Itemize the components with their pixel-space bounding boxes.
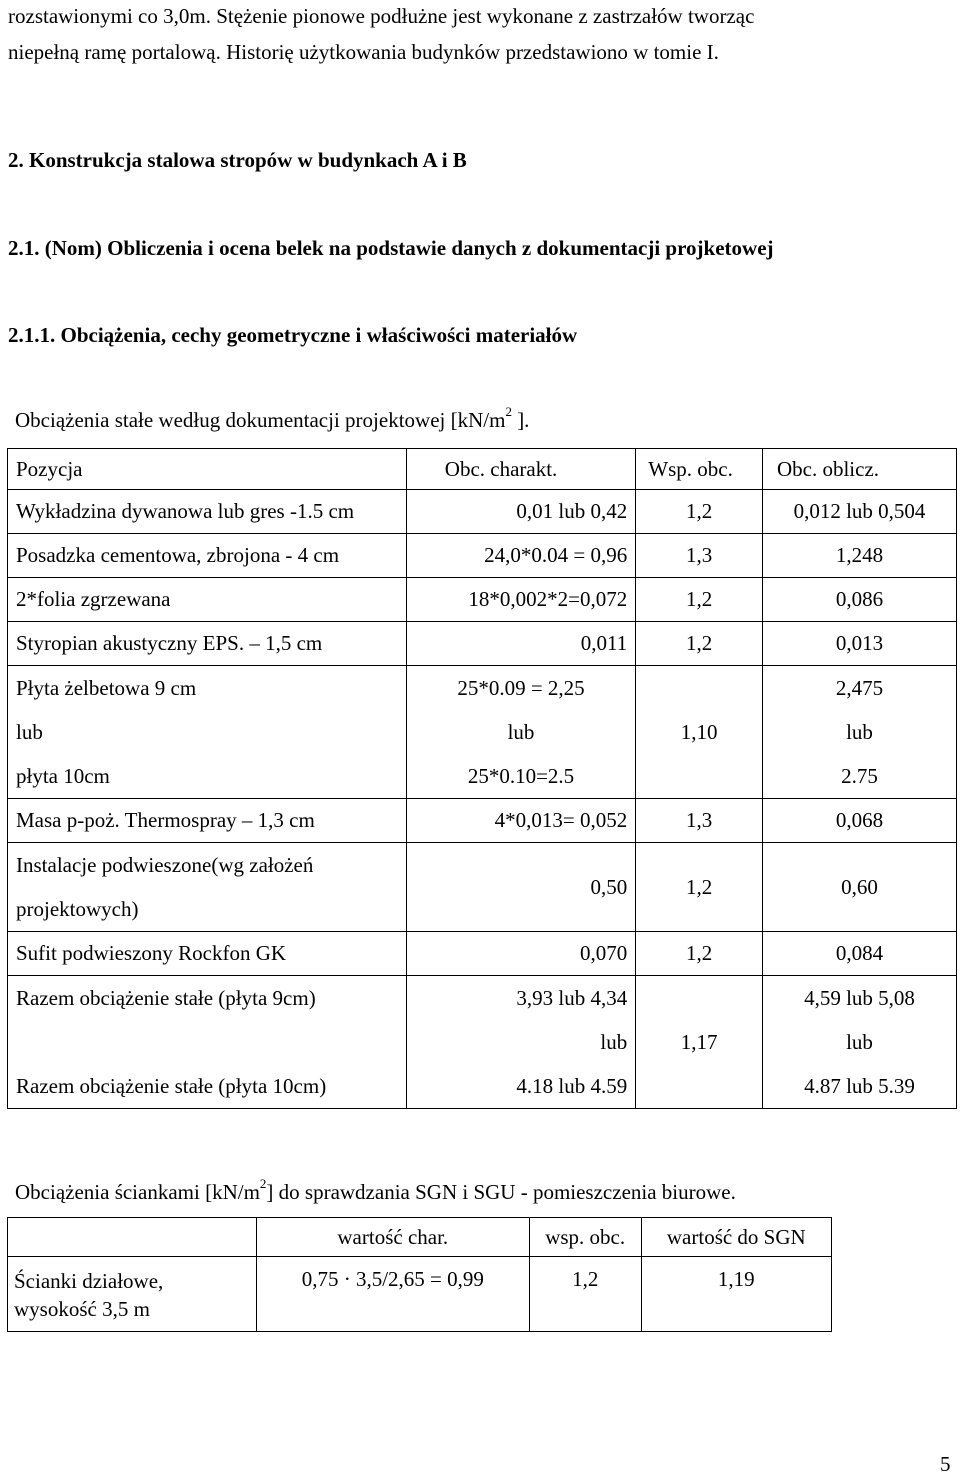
- table-cell: Styropian akustyczny EPS. – 1,5 cm: [8, 622, 407, 666]
- table-cell: 0,50: [406, 843, 635, 932]
- cell-line: lub: [507, 720, 535, 744]
- table-row: [8, 490, 957, 534]
- table-cell: 0,068: [762, 799, 956, 843]
- header-cell: Obc. charakt.: [406, 449, 635, 490]
- table-cell: 24,0*0.04 = 0,96: [406, 534, 635, 578]
- table-row: [8, 1257, 832, 1332]
- table-cell: 1,19: [641, 1257, 831, 1332]
- header-cell: wartość do SGN: [641, 1218, 831, 1257]
- table-cell: 0,012 lub 0,504: [762, 490, 956, 534]
- table-cell: 4*0,013= 0,052: [406, 799, 635, 843]
- cell-line: Ścianki działowe,: [14, 1269, 164, 1293]
- heading-2: 2. Konstrukcja stalowa stropów w budynkach A i B: [8, 148, 467, 172]
- cell-line: 2.75: [841, 764, 878, 788]
- table-header-row: [8, 449, 957, 490]
- table-cell: [8, 976, 407, 1109]
- table-cell: 0,086: [762, 578, 956, 622]
- table-row: [8, 622, 957, 666]
- table-cell: 0,01 lub 0,42: [406, 490, 635, 534]
- table-row: [8, 932, 957, 976]
- cell-line: 4,59 lub 5,08: [804, 986, 915, 1010]
- table-cell: Wykładzina dywanowa lub gres -1.5 cm: [8, 490, 407, 534]
- table2-caption: Obciążenia ściankami $[kN/m^2]$ do sprawdzania SGN i SGU - pomieszczenia biurowe.: [15, 1176, 736, 1204]
- header-cell: Pozycja: [8, 449, 407, 490]
- header-cell: Wsp. obc.: [636, 449, 763, 490]
- cell-line: [16, 1020, 406, 1064]
- table-cell: 0,084: [762, 932, 956, 976]
- cell-line: lub: [846, 720, 873, 744]
- cell-line: Płyta żelbetowa 9 cm: [16, 676, 197, 700]
- table-cell: 0,60: [762, 843, 956, 932]
- header-cell: wartość char.: [256, 1218, 529, 1257]
- table-cell: 2*folia zgrzewana: [8, 578, 407, 622]
- table-cell: 18*0,002*2=0,072: [406, 578, 635, 622]
- table-cell: [8, 843, 407, 932]
- cell-line: Razem obciążenie stałe (płyta 9cm): [16, 986, 316, 1010]
- table-cell: 1,2: [529, 1257, 641, 1332]
- table-row: [8, 799, 957, 843]
- cell-line: Razem obciążenie stałe (płyta 10cm): [16, 1074, 327, 1098]
- table-cell: 1,3: [636, 799, 763, 843]
- table-cell: Posadzka cementowa, zbrojona - 4 cm: [8, 534, 407, 578]
- page-number: 5: [940, 1452, 951, 1476]
- table-cell: 0,013: [762, 622, 956, 666]
- table-cell: 1,2: [636, 843, 763, 932]
- table-row: [8, 534, 957, 578]
- header-cell: [8, 1218, 257, 1257]
- table-row-total: [8, 976, 957, 1109]
- table-cell: 0,75 · 3,5/2,65 = 0,99: [256, 1257, 529, 1332]
- table-row: [8, 578, 957, 622]
- intro-line-2: niepełną ramę portalową. Historię użytkowania budynków przedstawiono w tomie I.: [8, 40, 719, 64]
- table-cell: [762, 976, 956, 1109]
- cell-line: 3,93 lub 4,34: [516, 986, 628, 1010]
- table-cell: [406, 976, 635, 1109]
- cell-line: 25*0.10=2.5: [467, 764, 575, 788]
- table-cell: 1,3: [636, 534, 763, 578]
- cell-line: projektowych): [16, 897, 139, 921]
- table-cell: 1,2: [636, 490, 763, 534]
- cell-line: 4.87 lub 5.39: [804, 1074, 915, 1098]
- cell-line: 4.18 lub 4.59: [516, 1074, 628, 1098]
- table-cell: 1,10: [636, 666, 763, 799]
- intro-line-1: rozstawionymi co 3,0m. Stężenie pionowe podłużne jest wykonane z zastrzałów tworząc: [8, 4, 755, 28]
- cell-line: lub: [16, 720, 43, 744]
- header-cell: Obc. oblicz.: [762, 449, 956, 490]
- heading-2-1: 2.1. (Nom) Obliczenia i ocena belek na podstawie danych z dokumentacji projketowej: [8, 236, 774, 260]
- table-cell: 0,011: [406, 622, 635, 666]
- cell-line: lub: [846, 1030, 873, 1054]
- cell-line: 25*0.09 = 2,25: [457, 676, 585, 700]
- partition-loads-table: [7, 1217, 832, 1332]
- table-cell: [8, 1257, 257, 1332]
- table-cell: Sufit podwieszony Rockfon GK: [8, 932, 407, 976]
- table-cell: 1,248: [762, 534, 956, 578]
- table-row-install: [8, 843, 957, 932]
- table-cell: Masa p-poż. Thermospray – 1,3 cm: [8, 799, 407, 843]
- table1-caption: Obciążenia stałe według dokumentacji projektowej [$kN/m^2$ ].: [15, 404, 530, 432]
- table-row-plate: [8, 666, 957, 799]
- table-cell: 1,2: [636, 622, 763, 666]
- cell-line: 2,475: [835, 676, 884, 700]
- table-cell: 1,2: [636, 578, 763, 622]
- table-cell: 1,2: [636, 932, 763, 976]
- table-cell: 0,070: [406, 932, 635, 976]
- table-cell: [8, 666, 407, 799]
- loads-table: [7, 448, 957, 1109]
- heading-2-1-1: 2.1.1. Obciążenia, cechy geometryczne i właściwości materiałów: [8, 323, 578, 347]
- table-cell: 1,17: [636, 976, 763, 1109]
- cell-line: lub: [600, 1030, 628, 1054]
- cell-line: wysokość 3,5 m: [14, 1297, 150, 1321]
- table-header-row: [8, 1218, 832, 1257]
- table-cell: [406, 666, 635, 799]
- cell-line: płyta 10cm: [16, 764, 110, 788]
- header-cell: wsp. obc.: [529, 1218, 641, 1257]
- table-cell: [762, 666, 956, 799]
- cell-line: Instalacje podwieszone(wg założeń: [16, 853, 314, 877]
